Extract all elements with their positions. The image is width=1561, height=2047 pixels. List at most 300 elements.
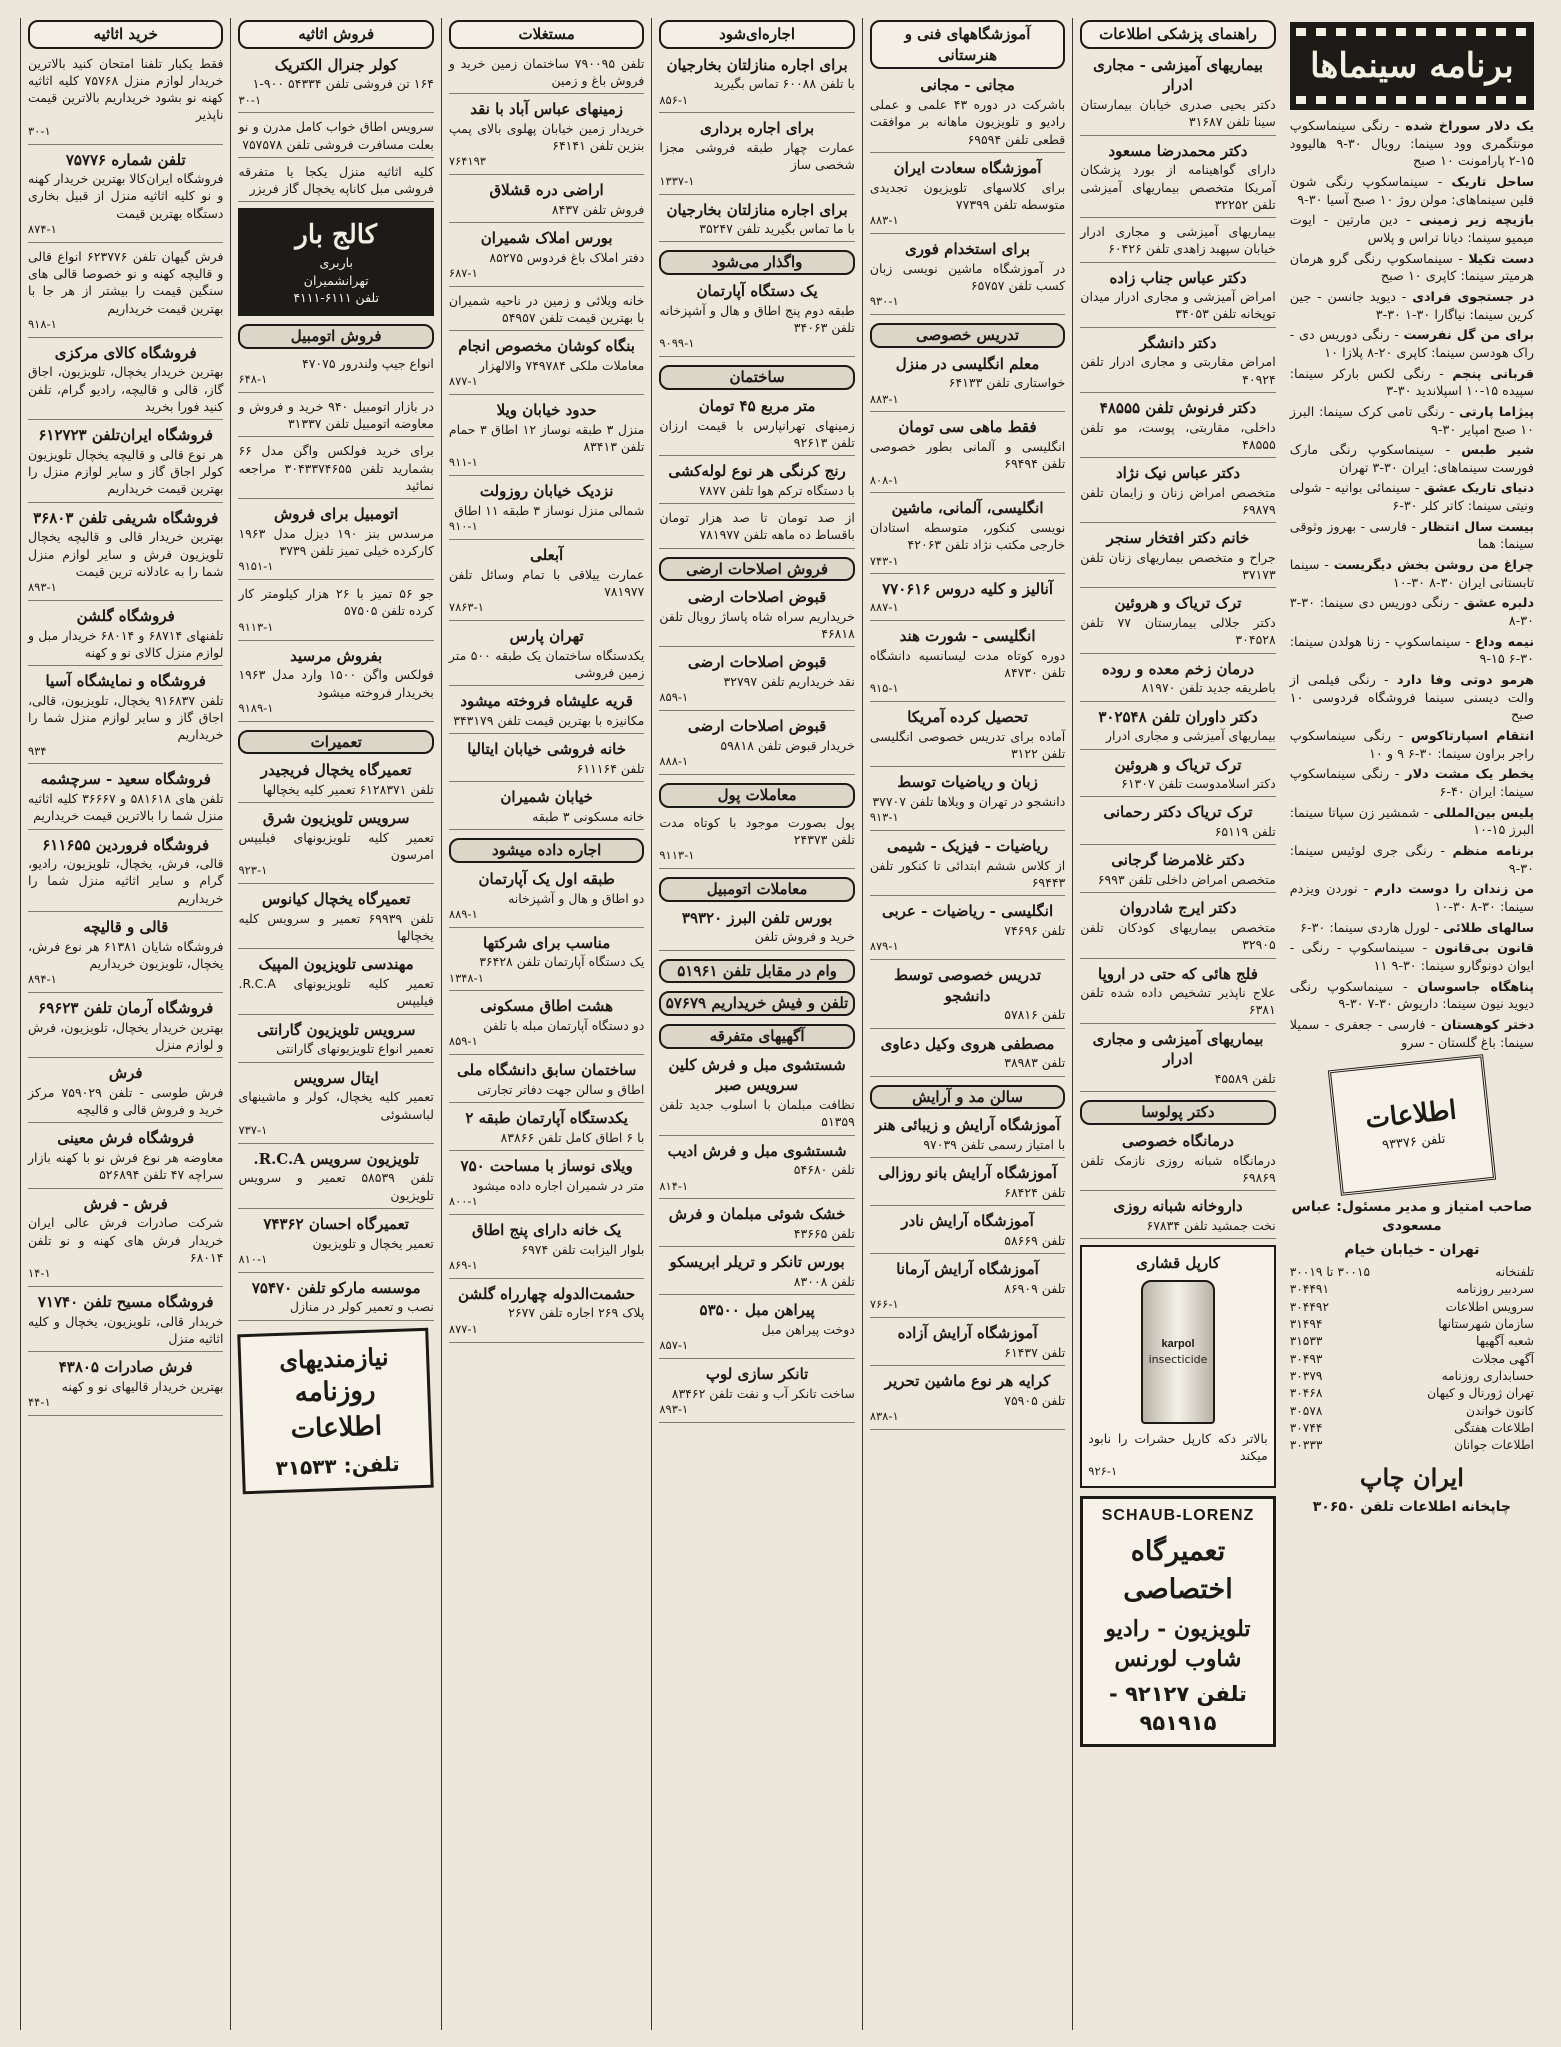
ad-body: نویسی کنکور، متوسطه استادان خارجی مکتب نژاد تلفن ۴۲۰۶۳ [869, 520, 1066, 553]
staff-phone-row [1290, 1368, 1534, 1385]
classified-ad [28, 1194, 223, 1287]
ad-body: امراض آمیزشی و مجاری ادرار میدان توپخانه تلفن ۳۴۰۵۳ [1080, 289, 1276, 322]
classified-ad [1080, 55, 1275, 136]
ad-body: متخصص امراض زنان و زایمان تلفن ۶۹۸۷۹ [1080, 484, 1276, 517]
movie-details: سینماسکوپ رنگی دیوید نیون سینما: داریوش ۳۰-۷ ۳۰-۹ [1289, 979, 1535, 1013]
classified-ad [870, 354, 1065, 413]
kalej-bar-ad [238, 208, 433, 316]
ad-list [238, 324, 433, 1320]
section-subheader: دکتر پولوسا [1080, 1100, 1275, 1125]
staff-label: آگهی مجلات [1472, 1351, 1535, 1366]
classified-ad [1080, 141, 1275, 218]
ad-title: دکتر غلامرضا گرجانی [1111, 851, 1245, 870]
ad-title: فروشگاه ایران‌تلفن ۶۱۲۷۲۳ [38, 426, 214, 445]
classified-ad [659, 1364, 854, 1423]
movie-listing: دختر کوهستان - فارسی - جعفری - سمیلا سینما: باغ گلستان - سرو [1289, 1017, 1535, 1051]
movie-listing: بازیچه زیر زمینی - دین مارتین - ایوت میمیو سینما: دیانا تراس و پلاس [1289, 213, 1535, 246]
ad-body: یک دستگاه آپارتمان تلفن ۳۶۴۲۸ [479, 954, 645, 970]
ad-title: دکتر عباس نیک نژاد [1115, 464, 1241, 483]
staff-phone-row [1290, 1299, 1534, 1316]
ad-body: تلفن ۶۱۱۱۶۴ [576, 760, 645, 776]
ad-title: برای اجاره برداری [699, 119, 815, 138]
movie-details: سینماسکوپ - رنگی - ایوان دونوگارو سینما: ۳۰-۹ ۱۱ [1289, 941, 1535, 974]
movie-title: سالهای طلائی [1442, 920, 1535, 936]
section-subheader: معاملات اتومبیل [659, 877, 854, 902]
ad-body: بلوار الیزابت تلفن ۶۹۷۴ [521, 1241, 645, 1257]
movie-listing: دست تکیلا - سینماسکوپ رنگی گرو هرمان هرمیتر سینما: کاپری ۱۰ صبح [1289, 251, 1535, 285]
classified-ad [659, 1204, 854, 1247]
classified-ad [449, 739, 644, 782]
staff-phone: ۳۰۴۶۸ [1289, 1386, 1323, 1401]
ad-code: ۱۴-۱ [28, 1266, 51, 1281]
classified-ad [28, 1357, 223, 1416]
ad-body: دو دستگاه آپارتمان مبله با تلفن [483, 1018, 645, 1034]
ad-title: آموزشگاه آرایش آرمانا [896, 1260, 1039, 1279]
lorenz-phone-number: ۹۲۱۲۷ - ۹۵۱۹۱۵ [1109, 1682, 1217, 1736]
needs-line1: نیازمندیهای [279, 1341, 390, 1375]
ad-body: آماده برای تدریس خصوصی انگلیسی تلفن ۳۱۲۲ [869, 728, 1066, 762]
ad-code: ۱۳۴۸-۱ [448, 970, 484, 985]
ad-code: ۳۰-۱ [28, 123, 51, 138]
staff-phone: ۳۰۳۷۹ [1289, 1369, 1323, 1384]
movie-title: ساحل تاریک [1451, 174, 1535, 190]
ad-body: دو اطاق و هال و آشپزخانه [508, 890, 645, 906]
section-subheader: معاملات پول [659, 783, 854, 808]
classified-ad [238, 55, 433, 114]
movie-details: رنگی جری لوئیس سینما: ۳۰-۹ [1289, 843, 1535, 877]
ad-code: ۹۱۸۹-۱ [238, 700, 274, 715]
cinema-banner-title: برنامه سینماها [1310, 45, 1514, 86]
staff-label: سرویس اطلاعات [1445, 1299, 1535, 1314]
classified-ad [870, 1259, 1065, 1318]
ad-code: ۸۸۷-۱ [869, 600, 899, 615]
staff-label: تهران ژورنال و کیهان [1427, 1386, 1535, 1401]
lorenz-sub: تلویزیون - رادیو [1105, 1615, 1251, 1642]
ad-body: ساخت تانکر آب و نفت تلفن ۸۳۴۶۲ [671, 1385, 855, 1401]
classified-ad [449, 1220, 644, 1279]
classified-ad [870, 626, 1065, 702]
staff-phone: ۳۰۴۴۹۱ [1289, 1282, 1329, 1297]
ad-body: دکتر یحیی صدری خیابان بیمارستان سینا تلفن ۳۱۶۸۷ [1080, 97, 1276, 130]
movie-details: رنگی دوریس دی سینما: ۳۰-۳ ۳۰-۸ [1289, 596, 1535, 630]
ad-title: قبوض اصلاحات ارضی [687, 717, 827, 736]
staff-phone: ۳۱۴۹۴ [1289, 1317, 1323, 1332]
ad-body: بهترین خریدار قالیهای نو و کهنه [61, 1378, 224, 1394]
ad-code: ۸۹۴-۱ [28, 972, 57, 987]
section-subheader: فروش اتومبیل [238, 324, 433, 349]
ad-code: ۹۱۱-۱ [448, 455, 478, 470]
ad-title: فروشگاه گلشن [76, 606, 175, 625]
ad-body: شمالی منزل نوساز ۳ طبقه ۱۱ اطاق [454, 503, 645, 518]
classified-ad [659, 1252, 854, 1295]
classified-ad [238, 585, 433, 640]
ad-title: خیابان شمیران [500, 788, 593, 807]
ad-title: ترک تریاک دکتر رحمانی [1103, 803, 1253, 822]
classified-ad [870, 75, 1065, 152]
ad-title: نزدیک خیابان روزولت [479, 482, 614, 501]
ad-code: ۸۹۳-۱ [659, 1402, 689, 1416]
ad-body: بهترین خریدار قالی و قالیچه یخچال تلویزیون فرش و سایر لوازم منزل شما را به عادلانه ترین قیمت [28, 529, 224, 579]
film-strip-holes [1296, 96, 1528, 104]
lorenz-phone [1089, 1680, 1266, 1738]
ad-code: ۷۴۳-۱ [869, 553, 899, 568]
classified-ad [449, 1284, 644, 1343]
ad-body: عمارت ییلاقی با تمام وسائل تلفن ۷۸۱۹۷۷ [448, 566, 645, 600]
movie-details: سینماسکوپ رنگی شون فلین سینماهای: مولن روژ ۱۰ صبح آسیا ۳۰-۹ [1289, 174, 1535, 208]
printer-phone: چاپخانه اطلاعات تلفن ۳۰۶۵۰ [1312, 1498, 1511, 1515]
classified-ad [1080, 333, 1275, 393]
ad-title: فروشگاه فرش معینی [57, 1129, 195, 1148]
classified-ad [238, 889, 433, 949]
classified-ad [659, 118, 854, 194]
movie-title: چراغ من روشن بخش دیگریست [1333, 558, 1535, 574]
section-header: اجاره‌ای‌شود [659, 20, 854, 49]
ad-body: تعمیر کلیه تلویزیونهای فیلیپس امرسون [238, 829, 434, 863]
lorenz-brand: SCHAUB-LORENZ [1101, 1507, 1255, 1525]
ad-title: بورس تلفن البرز ۳۹۳۲۰ [681, 908, 833, 927]
needs-line2: روزنامه اطلاعات [290, 1375, 383, 1445]
movie-listing: انتقام اسپارتاکوس - رنگی سینماسکوپ راجر براون سینما: ۳۰-۶ ۹ و ۱۰ [1289, 729, 1535, 762]
movie-title: برنامه منظم [1452, 843, 1535, 859]
ad-code: ۹۱۵-۱ [869, 681, 899, 696]
staff-phone: ۳۰۴۴۹۲ [1289, 1299, 1329, 1314]
section-subheader: فروش اصلاحات ارضی [659, 557, 854, 582]
section-subheader: واگذار می‌شود [659, 250, 854, 275]
ad-title: دکتر فرنوش تلفن ۴۸۵۵۵ [1099, 398, 1257, 417]
ad-title: آموزشگاه آرایش نادر [901, 1212, 1034, 1231]
classified-ad [449, 481, 644, 540]
ad-body: خانه مسکونی ۳ طبقه [532, 808, 645, 824]
classified-ad [449, 228, 644, 287]
ad-body: تلفن ۳۸۹۸۳ [1004, 1055, 1066, 1071]
classified-ad [659, 1141, 854, 1200]
staff-phone: ۳۱۵۳۳ [1289, 1334, 1323, 1349]
ad-title: آموزشگاه آرایش آزاده [897, 1323, 1038, 1342]
classified-ad [870, 901, 1065, 960]
ad-body: تلفن ۶۵۱۱۹ [1214, 824, 1276, 840]
ad-code: ۹۳۴ [28, 743, 47, 758]
classified-ad [238, 504, 433, 580]
kalej-bar-title: کالج بار [295, 220, 378, 251]
ad-code: ۸۳۸-۱ [869, 1408, 899, 1423]
seal-phone: تلفن ۹۳۳۷۶ [1381, 1131, 1447, 1154]
ad-code: ۷۶۴۱۹۳ [448, 154, 486, 169]
lorenz-headline: تعمیرگاه اختصاصی [1123, 1536, 1233, 1605]
ad-title: سرویس تلویزیون شرق [262, 809, 410, 828]
ad-title: هشت اطاق مسکونی [480, 997, 614, 1016]
movie-listing: هرمو دوتی وفا دارد - رنگی فیلمی از والت دیسنی سینما فروشگاه فردوسی ۱۰ صبح [1289, 673, 1535, 724]
ad-code: ۸۷۷-۱ [448, 1321, 478, 1336]
ad-code: ۷۸۶۳-۱ [448, 600, 484, 615]
ad-body: تلفن ۶۹۹۳۹ تعمیر و سرویس کلیه یخچالها [238, 910, 434, 944]
ad-body: خریدار قبوض تلفن ۵۹۸۱۸ [720, 737, 855, 753]
ad-title: داروخانه شبانه روزی [1113, 1197, 1243, 1216]
ad-title: ریاضیات - فیزیک - شیمی [886, 837, 1049, 856]
ad-code: ۶۸۷-۱ [448, 266, 478, 281]
kalej-bar-service: باربری [319, 255, 353, 271]
ad-body: با ۶ اطاق کامل تلفن ۸۳۸۶۶ [500, 1129, 645, 1145]
ad-body: سرویس اطاق خواب کامل مدرن و نو بعلت مسافرت فروشی تلفن ۷۵۷۵۷۸ [238, 119, 434, 152]
ad-title: فروشگاه فروردین ۶۱۱۶۵۵ [42, 835, 210, 854]
classified-ad [449, 1108, 644, 1151]
ad-title: فقط ماهی سی تومان [898, 418, 1037, 437]
classified-ad [238, 1149, 433, 1209]
staff-label: اطلاعات جوانان [1454, 1438, 1535, 1453]
ad-title: تانکر سازی لوپ [705, 1365, 809, 1384]
cinema-list [1290, 118, 1534, 1052]
movie-details: فارسی - جعفری - سمیلا سینما: باغ گلستان - سرو [1289, 1017, 1535, 1051]
classified-ad [28, 55, 223, 145]
ad-title: متر مربع ۴۵ تومان [698, 396, 816, 415]
section-header: خرید اثاثیه [28, 20, 223, 49]
ad-title: ویلای نوساز با مساحت ۷۵۰ [460, 1157, 633, 1176]
ad-title: آموزشگاه آرایش و زیبائی هنر [874, 1116, 1061, 1135]
classified-ad [238, 163, 433, 203]
ad-body: فروش تلفن ۸۴۳۷ [551, 201, 645, 217]
movie-details: دین مارتین - ایوت میمیو سینما: دیانا تراس و پلاس [1289, 213, 1535, 246]
classified-ad [238, 1020, 433, 1063]
movie-listing: یخطر یک مشت دلار - رنگی سینماسکوپ سینما: ایران ۴۰-۶ [1289, 767, 1535, 800]
classified-ad [1080, 528, 1275, 588]
classified-ad [659, 908, 854, 951]
classified-ad [659, 509, 854, 549]
classified-ad [1080, 964, 1275, 1024]
ad-body: تعمیر کلیه تلویزیونهای R.C.A. فیلیپس [238, 976, 434, 1009]
movie-title: پیژاما پارتی [1458, 404, 1535, 420]
ad-title: پیراهن مبل ۵۳۵۰۰ [699, 1301, 815, 1320]
staff-phone: ۳۰۰۱۵ تا ۳۰۰۱۹ [1289, 1265, 1371, 1280]
ad-body: پول بصورت موجود با کوتاه مدت تلفن ۲۴۳۷۳ [659, 814, 855, 847]
classified-ad [659, 587, 854, 647]
ad-body: فرش طوسی - تلفن ۷۵۹۰۲۹ مرکز خرید و فروش قالی و قالیچه [28, 1084, 224, 1118]
staff-phone-row [1290, 1385, 1534, 1402]
movie-details: رنگی فیلمی از والت دیسنی سینما فروشگاه فردوسی ۱۰ صبح [1289, 673, 1535, 724]
section-subheader: تعمیرات [238, 730, 433, 755]
classified-ad [449, 787, 644, 830]
classified-ad [1080, 707, 1275, 750]
classified-ad [28, 917, 223, 993]
ad-title: قبوض اصلاحات ارضی [687, 653, 827, 672]
ad-title: فروشگاه کالای مرکزی [54, 343, 197, 362]
ad-body: بیماریهای آمیزشی و مجاری ادرار خیابان سپهبد زاهدی تلفن ۶۰۴۲۶ [1080, 224, 1276, 257]
ad-code: ۹۱۰-۱ [448, 519, 478, 534]
classified-ad [1080, 398, 1275, 458]
ad-body: بهترین خریدار یخچال، تلویزیون، فرش و لوازم منزل [28, 1019, 224, 1052]
ad-body: نخت جمشید تلفن ۶۷۸۳۴ [1146, 1217, 1276, 1233]
staff-phone-row [1290, 1351, 1534, 1368]
karpol-code: ۹۲۶-۱ [1088, 1464, 1118, 1479]
movie-listing: قربانی پنجم - رنگی لکس بارکر سینما: سپیده ۱۵-۱۰ اسپلاندید ۳۰-۳ [1289, 366, 1535, 400]
classified-ad [659, 396, 854, 456]
classified-ad [238, 1214, 433, 1273]
classified-ad [659, 1055, 854, 1136]
movie-title: نیمه وداع [1474, 634, 1535, 650]
ad-code: ۶۴۸-۱ [238, 372, 268, 387]
ad-body: برای خرید فولکس واگن مدل ۶۶ بشمارید تلفن ۳۰۴۳۳۷۴۶۵۵ مراجعه نمائید [238, 443, 434, 493]
ad-body: قالی، فرش، یخچال، تلویزیون، رادیو، گرام و سایر اثاثیه منزل شما را خریداریم [28, 856, 224, 906]
karpol-ad [1080, 1245, 1275, 1488]
ad-body: شرکت صادرات فرش عالی ایران خریدار فرش های کهنه و نو تلفن ۶۸۰۱۴ [28, 1215, 224, 1265]
ad-body: با امتیاز رسمی تلفن ۹۷۰۳۹ [923, 1136, 1066, 1152]
ad-body: نظافت مبلمان با اسلوب جدید تلفن ۵۱۳۵۹ [659, 1097, 855, 1130]
ad-title: برای استخدام فوری [905, 239, 1031, 258]
classified-ad [449, 1156, 644, 1215]
classified-ad [1080, 1196, 1275, 1239]
spray-can-icon [1141, 1280, 1215, 1424]
classified-ad [659, 461, 854, 504]
ad-code: ۹۲۳-۱ [238, 863, 268, 878]
movie-listing: پیژاما پارتی - رنگی تامی کرک سینما: البرز ۱۰ صبح امپایر ۳۰-۹ [1289, 404, 1535, 438]
staff-label: شعبه آگهیها [1476, 1334, 1535, 1349]
staff-label: کانون خواندن [1466, 1403, 1535, 1418]
ad-title: مصطفی هروی وکیل دعاوی [880, 1034, 1055, 1053]
ad-code: ۸۱۰-۱ [238, 1251, 268, 1266]
ad-title: فرش [108, 1064, 143, 1083]
column-cinema [1283, 18, 1541, 2030]
movie-title: انتقام اسپارتاکوس [1411, 729, 1535, 744]
ad-body: باشرکت در دوره ۴۳ علمی و عملی رادیو و تلویزیون ماهانه بر موافقت قطعی تلفن ۶۹۵۹۴ [869, 97, 1066, 147]
classified-ad [870, 417, 1065, 493]
movie-listing: من زندان را دوست دارم - نوردن ویزدم سینما: ۳۰-۸ ۳۰-۱۰ [1289, 882, 1535, 915]
ad-body: فرش گیهان تلفن ۶۲۳۷۷۶ انواع قالی و قالیچه کهنه و نو خصوصا قالی های سنگین قیمت را بیشتر از هر جا با بهترین قیمت خریداریم [28, 248, 224, 316]
ad-body: خریداریم سراه شاه پاساژ رویال تلفن ۴۶۸۱۸ [659, 608, 855, 642]
classified-ad [870, 158, 1065, 234]
column-buy-furniture [20, 18, 230, 2030]
classified-ad [449, 55, 644, 95]
classified-ad [1080, 659, 1275, 702]
ad-body: متخصص امراض داخلی تلفن ۶۹۹۳ [1097, 872, 1276, 888]
ad-title: درمانگاه خصوصی [1122, 1132, 1234, 1150]
ad-body: نقد خریداریم تلفن ۳۲۷۹۷ [723, 674, 855, 690]
ad-title: خانم دکتر افتخار سنجر [1106, 529, 1250, 548]
ad-body: پلاک ۲۶۹ اجاره تلفن ۲۶۷۷ [508, 1305, 645, 1321]
ad-code: ۹۱۵۱-۱ [238, 559, 274, 574]
ad-title: دکتر عباس جناب زاده [1109, 268, 1247, 287]
column-sell-furniture [230, 18, 440, 2030]
ad-title: دکتر داوران تلفن ۳۰۲۵۴۸ [1098, 707, 1258, 726]
karpol-body: بالاتر دکه کارپل حشرات را نابود میکند [1088, 1430, 1268, 1464]
ad-body: ۱۶۴ تن فروشی تلفن ۵۴۳۳۴ ۹۰۰-۱ [252, 76, 434, 92]
classified-ad [1080, 1029, 1275, 1093]
ad-title: سرویس تلویزیون گارانتی [256, 1020, 416, 1039]
classified-ad [449, 99, 644, 175]
classified-ad [870, 707, 1065, 767]
classified-ad [28, 1063, 223, 1123]
ad-title: کرایه هر نوع ماشین تحریر [884, 1371, 1051, 1390]
movie-details: سینما تابستانی ایران ۳۰-۸ ۳۰-۱۰ [1289, 558, 1535, 591]
classified-ad [870, 239, 1065, 315]
ad-body: خریدار زمین خیابان پهلوی بالای پمپ بنزین تلفن ۶۴۱۴۱ [448, 120, 645, 154]
ad-title: بیماریهای آمیزشی - مجاری ادرار [1093, 55, 1263, 95]
movie-listing: برنامه منظم - رنگی جری لوئیس سینما: ۳۰-۹ [1289, 843, 1535, 877]
classified-ad [449, 996, 644, 1055]
ad-code: ۴۴-۱ [28, 1395, 51, 1410]
classified-ad [28, 1292, 223, 1352]
ad-title: فرش صادرات ۴۳۸۰۵ [58, 1358, 193, 1377]
ad-title: تلویزیون سرویس R.C.A. [253, 1149, 419, 1168]
ad-code: ۱۳۳۷-۱ [659, 173, 695, 188]
movie-listing: یک دلار سوراخ شده - رنگی سینماسکوپ مونتگمری وود سینما: رویال ۳۰-۹ هالیوود ۱۵-۲ پارامونت ۱۰ صبح [1289, 119, 1535, 170]
movie-details: نوردن ویزدم سینما: ۳۰-۸ ۳۰-۱۰ [1289, 882, 1535, 915]
ad-title: حشمت‌الدوله چهارراه گلشن [458, 1284, 636, 1303]
classified-ad [1080, 898, 1275, 958]
movie-title: دست تکیلا [1468, 251, 1535, 267]
ad-body: خواستاری تلفن ۶۴۱۳۳ [948, 375, 1066, 391]
movie-details: رنگی تامی کرک سینما: البرز ۱۰ صبح امپایر ۳۰-۹ [1289, 404, 1535, 438]
classified-ad [238, 808, 433, 884]
movie-details: سینماسکوپ رنگی گرو هرمان هرمیتر سینما: کاپری ۱۰ صبح [1289, 251, 1535, 285]
kalej-bar-area: تهرانشمیران [303, 272, 369, 288]
needs-phone: تلفن: ۳۱۵۳۳ [275, 1451, 401, 1480]
ad-title: قریه علیشاه فروخته میشود [460, 692, 633, 711]
ad-body: با تلفن ۶۰۰۸۸ تماس بگیرید [713, 76, 855, 92]
classified-ad [28, 1128, 223, 1188]
ad-title: مجانی - مجانی [920, 76, 1015, 95]
column-schools [862, 18, 1072, 2030]
movie-title: برای من گل نفرست [1403, 328, 1535, 344]
ad-body: تلفن ۵۸۶۶۹ [1004, 1232, 1066, 1248]
ad-body: تلفن ۴۵۵۸۹ [1214, 1071, 1276, 1087]
movie-title: قانون بی‌قانون [1434, 941, 1535, 957]
ad-title: آنالیز و کلیه دروس ۷۷۰۶۱۶ [882, 580, 1053, 599]
section-subheader: ساختمان [659, 365, 854, 390]
ad-title: حدود خیابان ویلا [496, 401, 597, 420]
ad-body: تعمیر یخچال و تلویزیون [312, 1235, 434, 1251]
ad-body: تعمیر کلیه یخچال، کولر و ماشینهای لباسشوئی [238, 1089, 434, 1122]
movie-title: شیر طبس [1461, 443, 1535, 459]
ad-body: زمینهای تهرانپارس با قیمت ارزان تلفن ۹۲۶۱۳ [659, 417, 855, 450]
ad-title: کولر جنرال الکتریک [274, 55, 398, 74]
movie-listing: دنیای تاریک عشق - سینمائی بوانیه - شولی ونیتی سینما: کاتر کلر ۳۰-۶ [1289, 481, 1535, 515]
ad-title: بورس تانکر و تریلر ابریسکو [669, 1253, 845, 1272]
ad-title: ایتال سرویس [293, 1068, 379, 1087]
staff-phone: ۳۰۳۳۳ [1289, 1438, 1323, 1453]
ad-body: تلفن ۵۸۵۳۹ تعمیر و سرویس تلویزیون [238, 1170, 434, 1203]
ad-title: درمان زخم معده و روده [1101, 659, 1255, 678]
section-header: راهنمای پزشکی اطلاعات [1080, 20, 1275, 49]
ad-code: ۸۷۹-۱ [869, 939, 899, 954]
movie-title: قربانی پنجم [1452, 366, 1535, 382]
ad-body: خریدار قالی، تلویزیون، یخچال و کلیه اثاثیه منزل [28, 1313, 224, 1346]
ad-body: دکتر اسلامدوست تلفن ۶۱۳۰۷ [1121, 776, 1276, 792]
classified-ad [238, 398, 433, 438]
ad-body: عمارت چهار طبقه فروشی مجزا شخصی ساز [659, 140, 855, 173]
ad-list [238, 55, 433, 203]
ad-body: تلفن ۷۹۰۰۹۵ ساختمان زمین خرید و فروش باغ و زمین [448, 55, 645, 88]
staff-phone-row [1290, 1403, 1534, 1420]
classified-ad [449, 292, 644, 332]
ad-title: برای اجاره منازلتان بخارجیان [666, 55, 848, 74]
column-real-estate [441, 18, 651, 2030]
staff-label: سازمان شهرستانها [1438, 1317, 1535, 1332]
classified-ad [28, 671, 223, 764]
ad-title: فلج هائی که حتی در اروپا [1098, 964, 1258, 983]
film-strip-holes [1296, 28, 1528, 36]
ad-title: ساختمان سابق دانشگاه ملی [456, 1061, 637, 1080]
ad-title: اراضی دره قشلاق [489, 181, 604, 200]
ad-body: تلفن ۷۴۶۹۶ [1004, 922, 1066, 938]
classified-ad [28, 508, 223, 601]
staff-label: اطلاعات هفتگی [1454, 1421, 1535, 1436]
movie-title: یخطر یک مشت دلار [1405, 767, 1535, 783]
classified-ad [659, 200, 854, 243]
staff-phone-row [1290, 1281, 1534, 1298]
classified-ad [28, 769, 223, 829]
section-subheader: وام در مقابل تلفن ۵۱۹۶۱ [659, 959, 854, 984]
ad-title: تدریس خصوصی توسط دانشجو [894, 966, 1042, 1005]
classified-ad [870, 1323, 1065, 1366]
ad-title: فرش - فرش [83, 1194, 168, 1213]
